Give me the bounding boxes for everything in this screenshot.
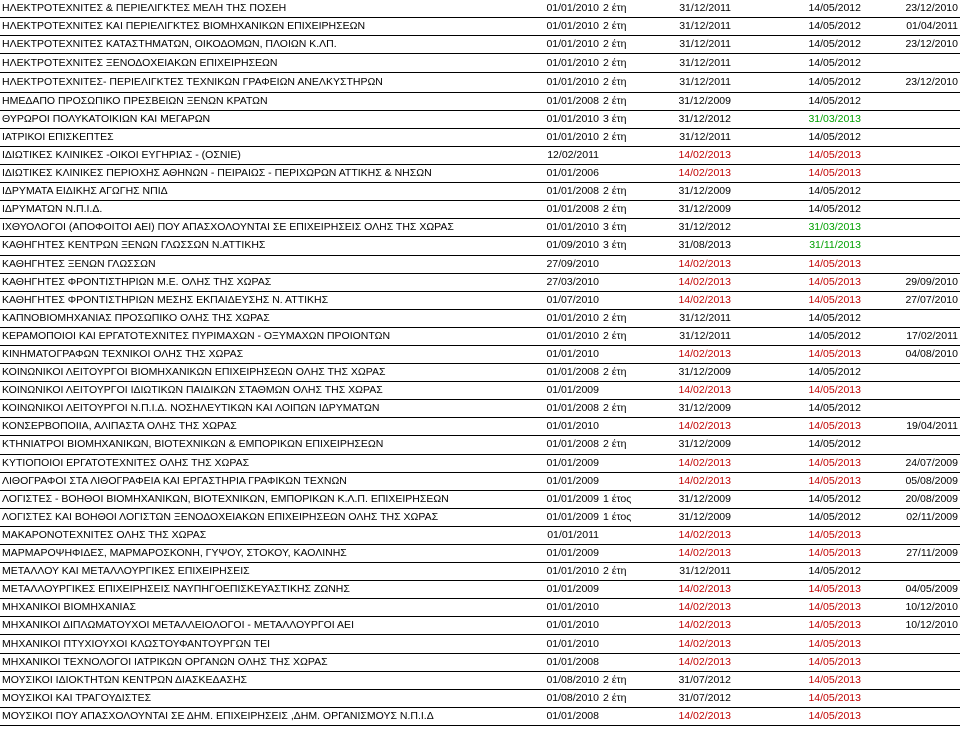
cell-published-date: 14/05/2013 — [733, 291, 863, 309]
cell-duration: 2 έτη — [601, 364, 657, 382]
cell-end-date: 14/02/2013 — [657, 635, 733, 653]
cell-category: ΗΛΕΚΤΡΟΤΕΧΝΙΤΕΣ ΚΑΤΑΣΤΗΜΑΤΩΝ, ΟΙΚΟΔΟΜΩΝ, ΠΛΟΙΩΝ Κ.ΛΠ. — [0, 36, 535, 54]
cell-category: ΙΔΡΥΜΑΤΑ ΕΙΔΙΚΗΣ ΑΓΩΓΗΣ ΝΠΙΔ — [0, 183, 535, 201]
cell-extension-date — [863, 563, 960, 581]
cell-end-date: 31/12/2012 — [657, 110, 733, 128]
cell-end-date: 14/02/2013 — [657, 707, 733, 725]
cell-extension-date — [863, 526, 960, 544]
cell-start-date: 01/01/2006 — [535, 165, 601, 183]
cell-duration — [601, 599, 657, 617]
table-row — [0, 0, 960, 18]
cell-category: ΜΗΧΑΝΙΚΟΙ ΔΙΠΛΩΜΑΤΟΥΧΟΙ ΜΕΤΑΛΛΕΙΟΛΟΓΟΙ - ΜΕΤΑΛΛΟΥΡΓΟΙ ΑΕΙ — [0, 617, 535, 635]
cell-category: ΗΜΕΔΑΠΟ ΠΡΟΣΩΠΙΚΟ ΠΡΕΣΒΕΙΩΝ ΞΕΝΩΝ ΚΡΑΤΩΝ — [0, 92, 535, 110]
table-row — [0, 617, 960, 635]
cell-start-date: 01/01/2010 — [535, 110, 601, 128]
table-row — [0, 92, 960, 110]
cell-published-date: 14/05/2013 — [733, 382, 863, 400]
cell-category: ΛΟΓΙΣΤΕΣ - ΒΟΗΘΟΙ ΒΙΟΜΗΧΑΝΙΚΩΝ, ΒΙΟΤΕΧΝΙΚΩΝ, ΕΜΠΟΡΙΚΩΝ Κ.Λ.Π. ΕΠΙΧΕΙΡΗΣΕΩΝ — [0, 490, 535, 508]
cell-start-date: 27/09/2010 — [535, 255, 601, 273]
cell-end-date: 31/12/2009 — [657, 201, 733, 219]
cell-end-date: 31/07/2012 — [657, 689, 733, 707]
cell-extension-date: 27/11/2009 — [863, 545, 960, 563]
cell-published-date: 14/05/2012 — [733, 508, 863, 526]
cell-end-date: 31/12/2009 — [657, 92, 733, 110]
cell-published-date: 14/05/2012 — [733, 327, 863, 345]
cell-extension-date: 23/12/2010 — [863, 73, 960, 92]
cell-end-date: 31/12/2011 — [657, 563, 733, 581]
cell-published-date: 14/05/2013 — [733, 545, 863, 563]
cell-category: ΚΟΙΝΩΝΙΚΟΙ ΛΕΙΤΟΥΡΓΟΙ ΒΙΟΜΗΧΑΝΙΚΩΝ ΕΠΙΧΕΙΡΗΣΕΩΝ ΟΛΗΣ ΤΗΣ ΧΩΡΑΣ — [0, 364, 535, 382]
table-row — [0, 273, 960, 291]
cell-start-date: 01/01/2010 — [535, 128, 601, 146]
cell-published-date: 14/05/2012 — [733, 201, 863, 219]
table-row — [0, 635, 960, 653]
cell-published-date: 14/05/2012 — [733, 490, 863, 508]
cell-start-date: 01/01/2009 — [535, 382, 601, 400]
cell-start-date: 01/01/2011 — [535, 526, 601, 544]
cell-category: ΚΑΘΗΓΗΤΕΣ ΚΕΝΤΡΩΝ ΞΕΝΩΝ ΓΛΩΣΣΩΝ Ν.ΑΤΤΙΚΗΣ — [0, 237, 535, 255]
table-row — [0, 689, 960, 707]
cell-published-date: 14/05/2013 — [733, 418, 863, 436]
cell-published-date: 14/05/2013 — [733, 581, 863, 599]
cell-published-date: 14/05/2013 — [733, 707, 863, 725]
table-row — [0, 201, 960, 219]
cell-end-date: 14/02/2013 — [657, 291, 733, 309]
cell-duration: 2 έτη — [601, 436, 657, 454]
cell-category: ΜΟΥΣΙΚΟΙ ΙΔΙΟΚΤΗΤΩΝ ΚΕΝΤΡΩΝ ΔΙΑΣΚΕΔΑΣΗΣ — [0, 671, 535, 689]
cell-extension-date: 29/09/2010 — [863, 273, 960, 291]
cell-duration: 3 έτη — [601, 219, 657, 237]
cell-category: ΙΧΘΥΟΛΟΓΟΙ (ΑΠΟΦΟΙΤΟΙ ΑΕΙ) ΠΟΥ ΑΠΑΣΧΟΛΟΥΝΤΑΙ ΣΕ ΕΠΙΧΕΙΡΗΣΕΙΣ ΟΛΗΣ ΤΗΣ ΧΩΡΑΣ — [0, 219, 535, 237]
cell-end-date: 14/02/2013 — [657, 545, 733, 563]
cell-start-date: 01/07/2010 — [535, 291, 601, 309]
cell-category: ΚΙΝΗΜΑΤΟΓΡΑΦΩΝ ΤΕΧΝΙΚΟΙ ΟΛΗΣ ΤΗΣ ΧΩΡΑΣ — [0, 345, 535, 363]
cell-extension-date — [863, 255, 960, 273]
cell-end-date: 31/12/2009 — [657, 183, 733, 201]
cell-category: ΚΑΠΝΟΒΙΟΜΗΧΑΝΙΑΣ ΠΡΟΣΩΠΙΚΟ ΟΛΗΣ ΤΗΣ ΧΩΡΑΣ — [0, 309, 535, 327]
cell-end-date: 31/12/2012 — [657, 219, 733, 237]
cell-published-date: 14/05/2013 — [733, 599, 863, 617]
table-row — [0, 165, 960, 183]
table-row — [0, 653, 960, 671]
cell-end-date: 14/02/2013 — [657, 255, 733, 273]
table-row — [0, 436, 960, 454]
cell-published-date: 31/11/2013 — [733, 237, 863, 255]
cell-extension-date — [863, 165, 960, 183]
cell-start-date: 01/01/2009 — [535, 581, 601, 599]
cell-published-date: 14/05/2012 — [733, 309, 863, 327]
cell-start-date: 01/01/2010 — [535, 418, 601, 436]
cell-duration: 1 έτος — [601, 508, 657, 526]
cell-end-date: 14/02/2013 — [657, 472, 733, 490]
table-row — [0, 128, 960, 146]
cell-duration: 2 έτη — [601, 327, 657, 345]
cell-category: ΛΟΓΙΣΤΕΣ ΚΑΙ ΒΟΗΘΟΙ ΛΟΓΙΣΤΩΝ ΞΕΝΟΔΟΧΕΙΑΚΩΝ ΕΠΙΧΕΙΡΗΣΕΩΝ ΟΛΗΣ ΤΗΣ ΧΩΡΑΣ — [0, 508, 535, 526]
cell-category: ΚΟΝΣΕΡΒΟΠΟΙΙΑ, ΑΛΙΠΑΣΤΑ ΟΛΗΣ ΤΗΣ ΧΩΡΑΣ — [0, 418, 535, 436]
table-row — [0, 291, 960, 309]
table-row — [0, 364, 960, 382]
cell-end-date: 14/02/2013 — [657, 653, 733, 671]
cell-extension-date: 27/07/2010 — [863, 291, 960, 309]
cell-duration: 3 έτη — [601, 110, 657, 128]
cell-extension-date — [863, 382, 960, 400]
cell-start-date: 01/01/2010 — [535, 73, 601, 92]
cell-category: ΚΑΘΗΓΗΤΕΣ ΦΡΟΝΤΙΣΤΗΡΙΩΝ Μ.Ε. ΟΛΗΣ ΤΗΣ ΧΩΡΑΣ — [0, 273, 535, 291]
table-row — [0, 73, 960, 92]
cell-duration — [601, 454, 657, 472]
cell-end-date: 31/12/2011 — [657, 128, 733, 146]
cell-extension-date — [863, 436, 960, 454]
cell-start-date: 01/08/2010 — [535, 671, 601, 689]
cell-end-date: 14/02/2013 — [657, 418, 733, 436]
table-row — [0, 219, 960, 237]
cell-end-date: 31/07/2012 — [657, 671, 733, 689]
cell-extension-date: 01/04/2011 — [863, 18, 960, 36]
cell-published-date: 31/03/2013 — [733, 219, 863, 237]
cell-category: ΜΑΚΑΡΟΝΟΤΕΧΝΙΤΕΣ ΟΛΗΣ ΤΗΣ ΧΩΡΑΣ — [0, 526, 535, 544]
cell-published-date: 14/05/2012 — [733, 400, 863, 418]
cell-end-date: 31/12/2011 — [657, 0, 733, 18]
cell-duration: 2 έτη — [601, 73, 657, 92]
cell-extension-date: 23/12/2010 — [863, 36, 960, 54]
cell-start-date: 01/01/2010 — [535, 635, 601, 653]
table-row — [0, 237, 960, 255]
cell-published-date: 14/05/2012 — [733, 92, 863, 110]
table-row — [0, 309, 960, 327]
cell-duration — [601, 526, 657, 544]
cell-extension-date — [863, 689, 960, 707]
cell-end-date: 31/12/2011 — [657, 36, 733, 54]
cell-duration — [601, 418, 657, 436]
cell-published-date: 14/05/2013 — [733, 671, 863, 689]
cell-start-date: 01/01/2008 — [535, 201, 601, 219]
table-row — [0, 146, 960, 164]
cell-published-date: 14/05/2012 — [733, 54, 863, 73]
cell-duration: 2 έτη — [601, 128, 657, 146]
cell-extension-date: 19/04/2011 — [863, 418, 960, 436]
cell-duration: 2 έτη — [601, 201, 657, 219]
cell-start-date: 01/01/2008 — [535, 436, 601, 454]
table-row — [0, 418, 960, 436]
cell-extension-date — [863, 146, 960, 164]
cell-extension-date — [863, 707, 960, 725]
cell-end-date: 14/02/2013 — [657, 146, 733, 164]
cell-extension-date — [863, 635, 960, 653]
cell-start-date: 01/01/2009 — [535, 472, 601, 490]
table-row — [0, 327, 960, 345]
cell-end-date: 31/12/2009 — [657, 436, 733, 454]
table-row — [0, 18, 960, 36]
cell-end-date: 14/02/2013 — [657, 345, 733, 363]
cell-published-date: 14/05/2013 — [733, 255, 863, 273]
cell-published-date: 14/05/2012 — [733, 18, 863, 36]
cell-end-date: 31/12/2011 — [657, 309, 733, 327]
cell-published-date: 14/05/2013 — [733, 273, 863, 291]
cell-duration: 3 έτη — [601, 237, 657, 255]
cell-start-date: 01/01/2010 — [535, 0, 601, 18]
table-row — [0, 671, 960, 689]
cell-extension-date — [863, 92, 960, 110]
cell-duration: 1 έτος — [601, 490, 657, 508]
cell-start-date: 01/09/2010 — [535, 237, 601, 255]
table-row — [0, 490, 960, 508]
cell-start-date: 01/01/2008 — [535, 653, 601, 671]
table-row — [0, 183, 960, 201]
cell-category: ΙΔΙΩΤΙΚΕΣ ΚΛΙΝΙΚΕΣ -ΟΙΚΟΙ ΕΥΓΗΡΙΑΣ - (ΟΣΝΙΕ) — [0, 146, 535, 164]
table-row — [0, 581, 960, 599]
cell-end-date: 14/02/2013 — [657, 581, 733, 599]
cell-start-date: 01/01/2010 — [535, 617, 601, 635]
cell-duration — [601, 653, 657, 671]
cell-duration: 2 έτη — [601, 0, 657, 18]
cell-start-date: 01/01/2010 — [535, 36, 601, 54]
cell-end-date: 14/02/2013 — [657, 382, 733, 400]
cell-duration: 2 έτη — [601, 36, 657, 54]
cell-duration — [601, 635, 657, 653]
cell-extension-date — [863, 219, 960, 237]
cell-category: ΗΛΕΚΤΡΟΤΕΧΝΙΤΕΣ ΞΕΝΟΔΟΧΕΙΑΚΩΝ ΕΠΙΧΕΙΡΗΣΕΩΝ — [0, 54, 535, 73]
cell-end-date: 31/12/2009 — [657, 508, 733, 526]
table-row — [0, 707, 960, 725]
cell-end-date: 14/02/2013 — [657, 617, 733, 635]
cell-category: ΜΑΡΜΑΡΟΨΗΦΙΔΕΣ, ΜΑΡΜΑΡΟΣΚΟΝΗ, ΓΥΨΟΥ, ΣΤΟΚΟΥ, ΚΑΟΛΙΝΗΣ — [0, 545, 535, 563]
cell-start-date: 01/01/2008 — [535, 707, 601, 725]
cell-duration — [601, 345, 657, 363]
cell-category: ΜΗΧΑΝΙΚΟΙ ΠΤΥΧΙΟΥΧΟΙ ΚΛΩΣΤΟΥΦΑΝΤΟΥΡΓΩΝ ΤΕΙ — [0, 635, 535, 653]
cell-duration: 2 έτη — [601, 689, 657, 707]
cell-category: ΜΕΤΑΛΛΟΥΡΓΙΚΕΣ ΕΠΙΧΕΙΡΗΣΕΙΣ ΝΑΥΠΗΓΟΕΠΙΣΚΕΥΑΣΤΙΚΗΣ ΖΩΝΗΣ — [0, 581, 535, 599]
cell-end-date: 31/12/2009 — [657, 490, 733, 508]
cell-published-date: 14/05/2013 — [733, 635, 863, 653]
cell-duration — [601, 382, 657, 400]
cell-category: ΚΥΤΙΟΠΟΙΟΙ ΕΡΓΑΤΟΤΕΧΝΙΤΕΣ ΟΛΗΣ ΤΗΣ ΧΩΡΑΣ — [0, 454, 535, 472]
cell-extension-date: 24/07/2009 — [863, 454, 960, 472]
cell-end-date: 31/12/2009 — [657, 400, 733, 418]
cell-start-date: 01/01/2010 — [535, 54, 601, 73]
cell-extension-date — [863, 110, 960, 128]
table-row — [0, 454, 960, 472]
table-row — [0, 255, 960, 273]
cell-extension-date: 10/12/2010 — [863, 599, 960, 617]
cell-category: ΚΟΙΝΩΝΙΚΟΙ ΛΕΙΤΟΥΡΓΟΙ ΙΔΙΩΤΙΚΩΝ ΠΑΙΔΙΚΩΝ ΣΤΑΘΜΩΝ ΟΛΗΣ ΤΗΣ ΧΩΡΑΣ — [0, 382, 535, 400]
cell-start-date: 27/03/2010 — [535, 273, 601, 291]
cell-extension-date — [863, 201, 960, 219]
cell-start-date: 01/08/2010 — [535, 689, 601, 707]
cell-extension-date — [863, 183, 960, 201]
cell-category: ΜΗΧΑΝΙΚΟΙ ΒΙΟΜΗΧΑΝΙΑΣ — [0, 599, 535, 617]
cell-category: ΘΥΡΩΡΟΙ ΠΟΛΥΚΑΤΟΙΚΙΩΝ ΚΑΙ ΜΕΓΑΡΩΝ — [0, 110, 535, 128]
cell-start-date: 01/01/2009 — [535, 454, 601, 472]
cell-extension-date: 04/08/2010 — [863, 345, 960, 363]
cell-duration: 2 έτη — [601, 18, 657, 36]
cell-category: ΜΕΤΑΛΛΟΥ ΚΑΙ ΜΕΤΑΛΛΟΥΡΓΙΚΕΣ ΕΠΙΧΕΙΡΗΣΕΙΣ — [0, 563, 535, 581]
cell-extension-date — [863, 54, 960, 73]
cell-category: ΗΛΕΚΤΡΟΤΕΧΝΙΤΕΣ- ΠΕΡΙΕΛΙΓΚΤΕΣ ΤΕΧΝΙΚΩΝ ΓΡΑΦΕΙΩΝ ΑΝΕΛΚΥΣΤΗΡΩΝ — [0, 73, 535, 92]
cell-start-date: 01/01/2008 — [535, 400, 601, 418]
cell-duration — [601, 291, 657, 309]
cell-end-date: 14/02/2013 — [657, 599, 733, 617]
cell-duration — [601, 581, 657, 599]
cell-start-date: 01/01/2009 — [535, 545, 601, 563]
cell-duration — [601, 146, 657, 164]
table-row — [0, 599, 960, 617]
table-row — [0, 36, 960, 54]
cell-extension-date: 23/12/2010 — [863, 0, 960, 18]
cell-duration — [601, 472, 657, 490]
cell-duration: 2 έτη — [601, 400, 657, 418]
cell-published-date: 14/05/2013 — [733, 345, 863, 363]
cell-extension-date — [863, 128, 960, 146]
cell-published-date: 14/05/2013 — [733, 526, 863, 544]
table-row — [0, 526, 960, 544]
cell-end-date: 31/12/2011 — [657, 18, 733, 36]
cell-category: ΚΤΗΝΙΑΤΡΟΙ ΒΙΟΜΗΧΑΝΙΚΩΝ, ΒΙΟΤΕΧΝΙΚΩΝ & ΕΜΠΟΡΙΚΩΝ ΕΠΙΧΕΙΡΗΣΕΩΝ — [0, 436, 535, 454]
cell-extension-date: 02/11/2009 — [863, 508, 960, 526]
cell-category: ΙΔΙΩΤΙΚΕΣ ΚΛΙΝΙΚΕΣ ΠΕΡΙΟΧΗΣ ΑΘΗΝΩΝ - ΠΕΙΡΑΙΩΣ - ΠΕΡΙΧΩΡΩΝ ΑΤΤΙΚΗΣ & ΝΗΣΩΝ — [0, 165, 535, 183]
cell-duration — [601, 273, 657, 291]
cell-published-date: 14/05/2013 — [733, 653, 863, 671]
cell-end-date: 31/12/2011 — [657, 54, 733, 73]
cell-duration: 2 έτη — [601, 671, 657, 689]
cell-extension-date — [863, 309, 960, 327]
cell-start-date: 01/01/2008 — [535, 364, 601, 382]
cell-duration — [601, 255, 657, 273]
cell-start-date: 01/01/2009 — [535, 490, 601, 508]
cell-start-date: 01/01/2008 — [535, 92, 601, 110]
cell-end-date: 31/12/2009 — [657, 364, 733, 382]
table-row — [0, 563, 960, 581]
cell-duration — [601, 617, 657, 635]
cell-extension-date: 20/08/2009 — [863, 490, 960, 508]
cell-category: ΚΑΘΗΓΗΤΕΣ ΞΕΝΩΝ ΓΛΩΣΣΩΝ — [0, 255, 535, 273]
cell-category: ΙΔΡΥΜΑΤΩΝ Ν.Π.Ι.Δ. — [0, 201, 535, 219]
table-row — [0, 110, 960, 128]
cell-published-date: 14/05/2013 — [733, 165, 863, 183]
cell-category: ΙΑΤΡΙΚΟΙ ΕΠΙΣΚΕΠΤΕΣ — [0, 128, 535, 146]
cell-start-date: 01/01/2009 — [535, 508, 601, 526]
cell-start-date: 01/01/2010 — [535, 309, 601, 327]
cell-extension-date: 10/12/2010 — [863, 617, 960, 635]
cell-start-date: 01/01/2010 — [535, 219, 601, 237]
cell-duration — [601, 707, 657, 725]
cell-category: ΜΗΧΑΝΙΚΟΙ ΤΕΧΝΟΛΟΓΟΙ ΙΑΤΡΙΚΩΝ ΟΡΓΑΝΩΝ ΟΛΗΣ ΤΗΣ ΧΩΡΑΣ — [0, 653, 535, 671]
cell-start-date: 01/01/2010 — [535, 599, 601, 617]
cell-extension-date — [863, 653, 960, 671]
cell-end-date: 31/08/2013 — [657, 237, 733, 255]
table-row — [0, 382, 960, 400]
cell-published-date: 14/05/2012 — [733, 183, 863, 201]
cell-published-date: 14/05/2012 — [733, 128, 863, 146]
cell-duration: 2 έτη — [601, 309, 657, 327]
cell-published-date: 14/05/2013 — [733, 146, 863, 164]
cell-category: ΛΙΘΟΓΡΑΦΟΙ ΣΤΑ ΛΙΘΟΓΡΑΦΕΙΑ ΚΑΙ ΕΡΓΑΣΤΗΡΙΑ ΓΡΑΦΙΚΩΝ ΤΕΧΝΩΝ — [0, 472, 535, 490]
cell-published-date: 31/03/2013 — [733, 110, 863, 128]
cell-end-date: 14/02/2013 — [657, 165, 733, 183]
cell-extension-date — [863, 400, 960, 418]
table-row — [0, 545, 960, 563]
cell-start-date: 01/01/2010 — [535, 563, 601, 581]
table-row — [0, 345, 960, 363]
cell-duration — [601, 165, 657, 183]
cell-duration: 2 έτη — [601, 563, 657, 581]
cell-published-date: 14/05/2013 — [733, 617, 863, 635]
cell-extension-date — [863, 364, 960, 382]
cell-end-date: 31/12/2011 — [657, 73, 733, 92]
table-row — [0, 508, 960, 526]
cell-published-date: 14/05/2012 — [733, 36, 863, 54]
cell-duration: 2 έτη — [601, 183, 657, 201]
cell-duration: 2 έτη — [601, 54, 657, 73]
cell-start-date: 01/01/2008 — [535, 183, 601, 201]
cell-published-date: 14/05/2013 — [733, 689, 863, 707]
cell-start-date: 01/01/2010 — [535, 327, 601, 345]
cell-published-date: 14/05/2012 — [733, 73, 863, 92]
cell-end-date: 14/02/2013 — [657, 454, 733, 472]
cell-start-date: 12/02/2011 — [535, 146, 601, 164]
cell-published-date: 14/05/2013 — [733, 454, 863, 472]
cell-extension-date — [863, 671, 960, 689]
table-row — [0, 400, 960, 418]
cell-category: ΚΟΙΝΩΝΙΚΟΙ ΛΕΙΤΟΥΡΓΟΙ Ν.Π.Ι.Δ. ΝΟΣΗΛΕΥΤΙΚΩΝ ΚΑΙ ΛΟΙΠΩΝ ΙΔΡΥΜΑΤΩΝ — [0, 400, 535, 418]
cell-extension-date: 05/08/2009 — [863, 472, 960, 490]
cell-end-date: 14/02/2013 — [657, 526, 733, 544]
cell-category: ΗΛΕΚΤΡΟΤΕΧΝΙΤΕΣ & ΠΕΡΙΕΛΙΓΚΤΕΣ ΜΕΛΗ ΤΗΣ ΠΟΣΕΗ — [0, 0, 535, 18]
cell-end-date: 31/12/2011 — [657, 327, 733, 345]
cell-end-date: 14/02/2013 — [657, 273, 733, 291]
table-row — [0, 54, 960, 73]
cell-published-date: 14/05/2012 — [733, 0, 863, 18]
cell-category: ΚΑΘΗΓΗΤΕΣ ΦΡΟΝΤΙΣΤΗΡΙΩΝ ΜΕΣΗΣ ΕΚΠΑΙΔΕΥΣΗΣ Ν. ΑΤΤΙΚΗΣ — [0, 291, 535, 309]
cell-start-date: 01/01/2010 — [535, 18, 601, 36]
cell-published-date: 14/05/2012 — [733, 364, 863, 382]
cell-published-date: 14/05/2012 — [733, 436, 863, 454]
cell-category: ΗΛΕΚΤΡΟΤΕΧΝΙΤΕΣ ΚΑΙ ΠΕΡΙΕΛΙΓΚΤΕΣ ΒΙΟΜΗΧΑΝΙΚΩΝ ΕΠΙΧΕΙΡΗΣΕΩΝ — [0, 18, 535, 36]
cell-extension-date: 04/05/2009 — [863, 581, 960, 599]
cell-published-date: 14/05/2012 — [733, 563, 863, 581]
cell-start-date: 01/01/2010 — [535, 345, 601, 363]
cell-duration: 2 έτη — [601, 92, 657, 110]
cell-category: ΚΕΡΑΜΟΠΟΙΟΙ ΚΑΙ ΕΡΓΑΤΟΤΕΧΝΙΤΕΣ ΠΥΡΙΜΑΧΩΝ - ΟΞΥΜΑΧΩΝ ΠΡΟΙΟΝΤΩΝ — [0, 327, 535, 345]
cell-extension-date — [863, 237, 960, 255]
cell-published-date: 14/05/2013 — [733, 472, 863, 490]
cell-extension-date: 17/02/2011 — [863, 327, 960, 345]
cell-duration — [601, 545, 657, 563]
cell-category: ΜΟΥΣΙΚΟΙ ΚΑΙ ΤΡΑΓΟΥΔΙΣΤΕΣ — [0, 689, 535, 707]
table-row — [0, 472, 960, 490]
cell-category: ΜΟΥΣΙΚΟΙ ΠΟΥ ΑΠΑΣΧΟΛΟΥΝΤΑΙ ΣΕ ΔΗΜ. ΕΠΙΧΕΙΡΗΣΕΙΣ ,ΔΗΜ. ΟΡΓΑΝΙΣΜΟΥΣ Ν.Π.Ι.Δ — [0, 707, 535, 725]
